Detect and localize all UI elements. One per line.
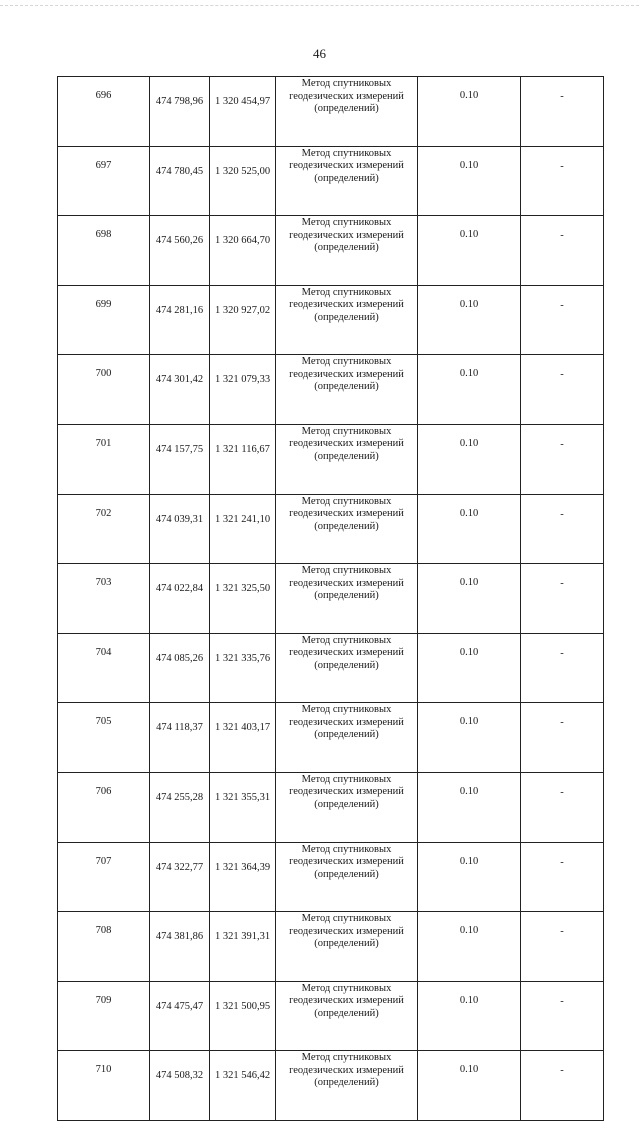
method-text-line-3: (определений) (314, 311, 379, 323)
x-coordinate-cell: 474 475,47 (150, 981, 210, 1051)
table-row (58, 703, 604, 773)
y-coordinate-cell: 1 321 079,33 (210, 355, 276, 425)
point-number-cell: 700 (58, 355, 150, 425)
note-cell: - (521, 494, 604, 564)
y-coordinate-cell: 1 320 525,00 (210, 146, 276, 216)
note-cell: - (521, 1051, 604, 1121)
note-cell: - (521, 564, 604, 634)
point-number-cell: 706 (58, 772, 150, 842)
y-coordinate-cell: 1 321 355,31 (210, 772, 276, 842)
method-text-line-2: геодезических измерений (289, 368, 404, 380)
x-coordinate-cell: 474 798,96 (150, 77, 210, 147)
y-coordinate-cell: 1 321 391,31 (210, 912, 276, 982)
method-text-line-3: (определений) (314, 242, 379, 254)
method-text-line-3: (определений) (314, 1007, 379, 1019)
y-coordinate-cell: 1 321 325,50 (210, 564, 276, 634)
method-text-line-1: Метод спутниковых (301, 982, 392, 994)
note-cell: - (521, 772, 604, 842)
method-cell (276, 424, 418, 494)
method-text-line-2: геодезических измерений (289, 647, 404, 659)
y-coordinate-cell: 1 321 500,95 (210, 981, 276, 1051)
accuracy-cell: 0.10 (418, 424, 521, 494)
method-cell (276, 216, 418, 286)
coordinates-table (57, 76, 604, 1121)
method-text-line-1: Метод спутниковых (301, 217, 392, 229)
x-coordinate-cell: 474 508,32 (150, 1051, 210, 1121)
coordinates-table-body (58, 77, 604, 1121)
method-text-line-2: геодезических измерений (289, 299, 404, 311)
x-coordinate-cell: 474 281,16 (150, 285, 210, 355)
y-coordinate-cell: 1 320 454,97 (210, 77, 276, 147)
table-row (58, 842, 604, 912)
y-coordinate-cell: 1 320 927,02 (210, 285, 276, 355)
method-text-line-2: геодезических измерений (289, 1064, 404, 1076)
method-text-line-2: геодезических измерений (289, 438, 404, 450)
method-cell (276, 703, 418, 773)
method-text-line-1: Метод спутниковых (301, 495, 392, 507)
accuracy-cell: 0.10 (418, 772, 521, 842)
accuracy-cell: 0.10 (418, 77, 521, 147)
table-row (58, 77, 604, 147)
point-number-cell: 708 (58, 912, 150, 982)
method-text-line-2: геодезических измерений (289, 786, 404, 798)
method-text-line-1: Метод спутниковых (301, 286, 392, 298)
method-cell (276, 912, 418, 982)
method-text-line-3: (определений) (314, 868, 379, 880)
method-text-line-1: Метод спутниковых (301, 913, 392, 925)
y-coordinate-cell: 1 321 546,42 (210, 1051, 276, 1121)
method-text-line-3: (определений) (314, 729, 379, 741)
x-coordinate-cell: 474 118,37 (150, 703, 210, 773)
table-row (58, 216, 604, 286)
method-cell (276, 564, 418, 634)
method-text-line-1: Метод спутниковых (301, 565, 392, 577)
note-cell: - (521, 842, 604, 912)
method-cell (276, 494, 418, 564)
point-number-cell: 710 (58, 1051, 150, 1121)
method-text-line-1: Метод спутниковых (301, 78, 392, 89)
y-coordinate-cell: 1 321 403,17 (210, 703, 276, 773)
method-text-line-2: геодезических измерений (289, 90, 404, 102)
method-text-line-3: (определений) (314, 1077, 379, 1089)
note-cell: - (521, 146, 604, 216)
accuracy-cell: 0.10 (418, 842, 521, 912)
x-coordinate-cell: 474 039,31 (150, 494, 210, 564)
method-text-line-2: геодезических измерений (289, 160, 404, 172)
note-cell: - (521, 285, 604, 355)
method-text-line-1: Метод спутниковых (301, 634, 392, 646)
method-text-line-2: геодезических измерений (289, 995, 404, 1007)
method-text-line-1: Метод спутниковых (301, 773, 392, 785)
note-cell: - (521, 355, 604, 425)
x-coordinate-cell: 474 322,77 (150, 842, 210, 912)
note-cell: - (521, 981, 604, 1051)
note-cell: - (521, 77, 604, 147)
accuracy-cell: 0.10 (418, 146, 521, 216)
table-row (58, 424, 604, 494)
page-number: 46 (313, 46, 326, 61)
point-number-cell: 703 (58, 564, 150, 634)
table-row (58, 981, 604, 1051)
accuracy-cell: 0.10 (418, 216, 521, 286)
method-text-line-2: геодезических измерений (289, 716, 404, 728)
method-text-line-1: Метод спутниковых (301, 356, 392, 368)
method-cell (276, 772, 418, 842)
method-text-line-1: Метод спутниковых (301, 843, 392, 855)
method-text-line-3: (определений) (314, 103, 379, 114)
method-text-line-3: (определений) (314, 381, 379, 393)
point-number-cell: 705 (58, 703, 150, 773)
x-coordinate-cell: 474 560,26 (150, 216, 210, 286)
x-coordinate-cell: 474 301,42 (150, 355, 210, 425)
method-text-line-2: геодезических измерений (289, 508, 404, 520)
accuracy-cell: 0.10 (418, 912, 521, 982)
table-row (58, 564, 604, 634)
method-text-line-3: (определений) (314, 172, 379, 184)
accuracy-cell: 0.10 (418, 703, 521, 773)
table-row (58, 285, 604, 355)
method-cell (276, 146, 418, 216)
table-row (58, 633, 604, 703)
method-text-line-3: (определений) (314, 450, 379, 462)
x-coordinate-cell: 474 255,28 (150, 772, 210, 842)
method-cell (276, 981, 418, 1051)
method-cell (276, 842, 418, 912)
table-row (58, 772, 604, 842)
accuracy-cell: 0.10 (418, 564, 521, 634)
point-number-cell: 704 (58, 633, 150, 703)
accuracy-cell: 0.10 (418, 1051, 521, 1121)
x-coordinate-cell: 474 381,86 (150, 912, 210, 982)
x-coordinate-cell: 474 022,84 (150, 564, 210, 634)
method-text-line-3: (определений) (314, 520, 379, 532)
method-text-line-3: (определений) (314, 798, 379, 810)
method-text-line-1: Метод спутниковых (301, 425, 392, 437)
accuracy-cell: 0.10 (418, 355, 521, 425)
table-row (58, 146, 604, 216)
method-text-line-1: Метод спутниковых (301, 704, 392, 716)
accuracy-cell: 0.10 (418, 494, 521, 564)
method-cell (276, 1051, 418, 1121)
note-cell: - (521, 216, 604, 286)
x-coordinate-cell: 474 780,45 (150, 146, 210, 216)
method-cell (276, 285, 418, 355)
method-text-line-2: геодезических измерений (289, 577, 404, 589)
point-number-cell: 707 (58, 842, 150, 912)
method-text-line-3: (определений) (314, 938, 379, 950)
method-cell (276, 633, 418, 703)
y-coordinate-cell: 1 321 241,10 (210, 494, 276, 564)
point-number-cell: 698 (58, 216, 150, 286)
point-number-cell: 696 (58, 77, 150, 147)
scan-top-edge (0, 5, 639, 6)
accuracy-cell: 0.10 (418, 285, 521, 355)
x-coordinate-cell: 474 085,26 (150, 633, 210, 703)
method-text-line-3: (определений) (314, 590, 379, 602)
accuracy-cell: 0.10 (418, 981, 521, 1051)
y-coordinate-cell: 1 320 664,70 (210, 216, 276, 286)
note-cell: - (521, 633, 604, 703)
note-cell: - (521, 912, 604, 982)
method-cell (276, 355, 418, 425)
table-row (58, 494, 604, 564)
note-cell: - (521, 703, 604, 773)
method-text-line-2: геодезических измерений (289, 856, 404, 868)
note-cell: - (521, 424, 604, 494)
method-text-line-3: (определений) (314, 659, 379, 671)
method-text-line-1: Метод спутниковых (301, 1052, 392, 1064)
method-text-line-2: геодезических измерений (289, 229, 404, 241)
table-row (58, 912, 604, 982)
y-coordinate-cell: 1 321 335,76 (210, 633, 276, 703)
point-number-cell: 697 (58, 146, 150, 216)
method-cell (276, 77, 418, 147)
point-number-cell: 709 (58, 981, 150, 1051)
method-text-line-1: Метод спутниковых (301, 147, 392, 159)
point-number-cell: 702 (58, 494, 150, 564)
y-coordinate-cell: 1 321 116,67 (210, 424, 276, 494)
accuracy-cell: 0.10 (418, 633, 521, 703)
method-text-line-2: геодезических измерений (289, 925, 404, 937)
table-row (58, 1051, 604, 1121)
y-coordinate-cell: 1 321 364,39 (210, 842, 276, 912)
point-number-cell: 699 (58, 285, 150, 355)
table-row (58, 355, 604, 425)
x-coordinate-cell: 474 157,75 (150, 424, 210, 494)
point-number-cell: 701 (58, 424, 150, 494)
